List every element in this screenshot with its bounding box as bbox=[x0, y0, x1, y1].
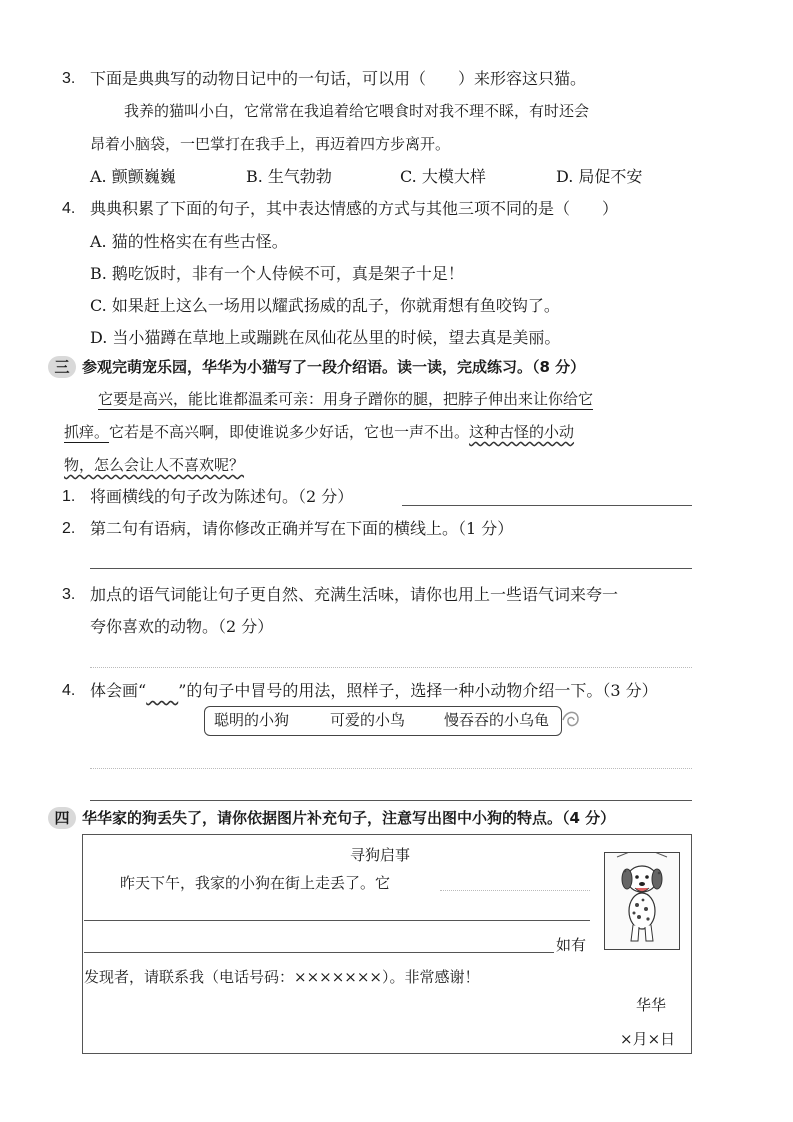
word-choice-dog[interactable]: 聪明的小狗 bbox=[214, 711, 290, 729]
passage-line3: 物，怎么会让人不喜欢呢？ bbox=[64, 456, 245, 474]
notice-answer-line-1[interactable] bbox=[440, 890, 590, 891]
notice-answer-line-2[interactable] bbox=[84, 920, 590, 921]
q3-stem: 下面是典典写的动物日记中的一句话，可以用（ ）来形容这只猫。 bbox=[90, 69, 587, 88]
notice-heading: 寻狗启事 bbox=[350, 846, 411, 864]
q3-passage-line2: 昂着小脑袋，一巴掌打在我手上，再迈着四方步离开。 bbox=[90, 135, 451, 153]
passage-line2-underlined: 抓痒。 bbox=[64, 423, 110, 441]
q4-stem: 典典积累了下面的句子，其中表达情感的方式与其他三项不同的是（ ） bbox=[90, 199, 619, 218]
s3-item3-answer-line[interactable] bbox=[90, 667, 692, 668]
passage-line2 bbox=[64, 421, 574, 443]
q3-number: 3. bbox=[62, 70, 76, 87]
s3-item3-number: 3. bbox=[62, 586, 76, 603]
section3-badge: 三 bbox=[48, 356, 76, 378]
notice-line3-end: 如有 bbox=[556, 936, 587, 954]
s3-item4-text-after: ”的句子中冒号的用法，照样子，选择一种小动物介绍一下。（3 分） bbox=[178, 681, 658, 700]
notice-signature: 华华 bbox=[636, 996, 667, 1014]
s3-item4-text bbox=[90, 680, 658, 702]
q3-option-d[interactable]: D. 局促不安 bbox=[556, 167, 643, 186]
q4-option-d[interactable]: D. 当小猫蹲在草地上或蹦跳在凤仙花丛里的时候，望去真是美丽。 bbox=[90, 328, 561, 347]
s3-item4-answer-line-1[interactable] bbox=[90, 768, 692, 769]
s3-item2-text: 第二句有语病，请你修改正确并写在下面的横线上。（1 分） bbox=[90, 519, 514, 538]
q4-number: 4. bbox=[62, 200, 76, 217]
s3-item2-answer-line[interactable] bbox=[90, 568, 692, 569]
lost-dog-notice bbox=[82, 834, 692, 1054]
passage-line2-plain: 它若是不高兴啊，即使谁说多少好话，它也一声不出。 bbox=[109, 423, 470, 441]
section4-badge: 四 bbox=[48, 807, 76, 829]
q3-option-c[interactable]: C. 大模大样 bbox=[400, 167, 486, 186]
passage-line2-wavy: 这种古怪的小动 bbox=[469, 423, 575, 441]
wavy-line-sample bbox=[146, 681, 178, 700]
s3-item4-text-before: 体会画“ bbox=[90, 681, 147, 700]
s3-item4-answer-line-2[interactable] bbox=[90, 800, 692, 801]
q3-option-a[interactable]: A. 颤颤巍巍 bbox=[90, 167, 176, 186]
section3-title: 参观完萌宠乐园，华华为小猫写了一段介绍语。读一读，完成练习。（8 分） bbox=[82, 358, 586, 376]
passage-line1: 它要是高兴，能比谁都温柔可亲：用身子蹭你的腿，把脖子伸出来让你给它 bbox=[98, 390, 594, 408]
s3-item3-text-line2: 夸你喜欢的动物。（2 分） bbox=[90, 617, 274, 636]
s3-item2-number: 2. bbox=[62, 520, 76, 537]
s3-item4-number: 4. bbox=[62, 682, 76, 699]
q3-passage-line1: 我养的猫叫小白，它常常在我追着给它喂食时对我不理不睬，有时还会 bbox=[124, 102, 590, 120]
dog-picture-frame bbox=[604, 852, 680, 950]
s3-item1-answer-line[interactable] bbox=[402, 505, 692, 506]
word-choice-turtle[interactable]: 慢吞吞的小乌龟 bbox=[444, 711, 550, 729]
s3-item1-number: 1. bbox=[62, 488, 76, 505]
spotted-dog-icon bbox=[605, 853, 679, 949]
s3-item3-text-line1: 加点的语气词能让句子更自然、充满生活味，请你也用上一些语气词来夸一 bbox=[90, 585, 619, 604]
notice-line1: 昨天下午，我家的小狗在街上走丢了。它 bbox=[120, 874, 391, 892]
notice-answer-line-3[interactable] bbox=[84, 952, 554, 953]
q4-option-a[interactable]: A. 猫的性格实在有些古怪。 bbox=[90, 232, 288, 251]
notice-date: ×月×日 bbox=[620, 1030, 676, 1048]
swirl-decoration-icon bbox=[560, 706, 582, 734]
q4-option-c[interactable]: C. 如果赶上这么一场用以耀武扬威的乱子，你就甭想有鱼咬钩了。 bbox=[90, 296, 560, 315]
s3-item1-text: 将画横线的句子改为陈述句。（2 分） bbox=[90, 487, 354, 506]
section4-title: 华华家的狗丢失了，请你依据图片补充句子，注意写出图中小狗的特点。（4 分） bbox=[82, 809, 616, 827]
q4-option-b[interactable]: B. 鹅吃饭时，非有一个人侍候不可，真是架子十足！ bbox=[90, 264, 464, 283]
notice-line4: 发现者，请联系我（电话号码：×××××××）。非常感谢！ bbox=[84, 968, 480, 986]
q3-option-b[interactable]: B. 生气勃勃 bbox=[246, 167, 332, 186]
word-choice-bird[interactable]: 可爱的小鸟 bbox=[330, 711, 406, 729]
